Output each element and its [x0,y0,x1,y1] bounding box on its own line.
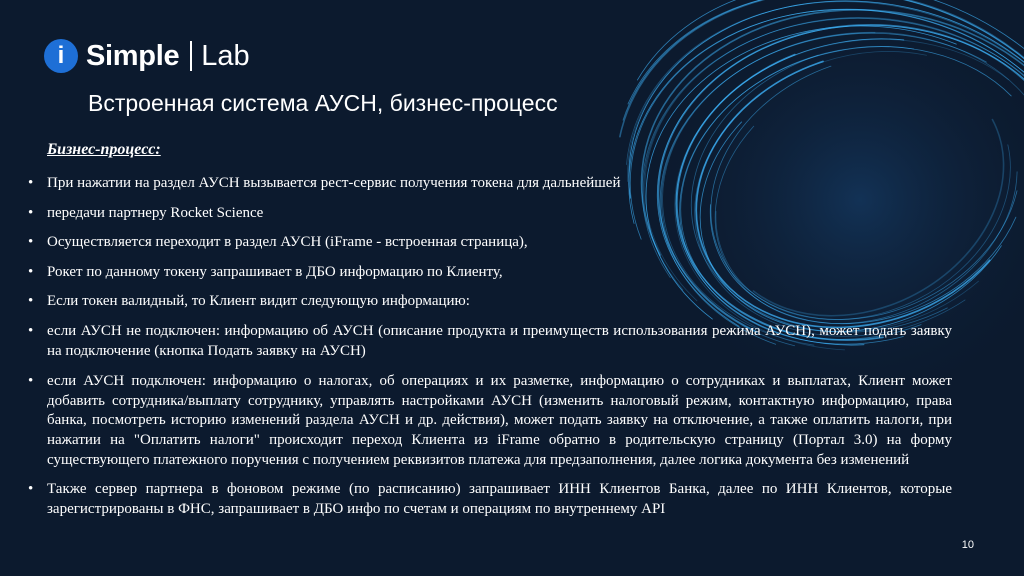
bullet-item: • передачи партнеру Rocket Science [28,204,952,224]
simple-lab-logo [44,36,250,76]
bullet-item: • Также сервер партнера в фоновом режиме (по расписанию) запрашивает ИНН Клиентов Банка, далее по ИНН Клиентов, которые зарегистрированы в ФНС, запрашивает в ДБО инфо по счетам и операциям по внутреннему API [28,480,952,519]
logo-divider [190,41,192,71]
bullet-item: • если АУСН подключен: информацию о налогах, об операциях и их разметке, информацию о сотрудниках и выплатах, Клиент может добавить сотрудника/выплату сотруднику, управлять настройками АУСН (изменить налоговый режим, контактную информацию, права банка, посмотреть историю изменений раздела АУСН и др. действия), может подать заявку на отключение, а также оплатить налоги, при нажатии на "Оплатить налоги" происходит переход Клиента из iFrame обратно в родительскую страницу (Портал 3.0) на форму существующего платежного поручения с получением реквизитов платежа для предзаполнения, далее логика документа без изменений [28,372,952,470]
logo-lab-text: Lab [201,39,250,72]
bullet-item: • если АУСН не подключен: информацию об АУСН (описание продукта и преимуществ использования режима АУСН), может подать заявку на подключение (кнопка Подать заявку на АУСН) [28,322,952,361]
subheading: Бизнес-процесс: [47,141,161,158]
logo-i-icon: i [44,39,78,73]
bullet-list [28,174,952,519]
bullet-item: • Если токен валидный, то Клиент видит следующую информацию: [28,292,952,312]
bullet-item: • Осуществляется переходит в раздел АУСН (iFrame - встроенная страница), [28,233,952,253]
page-number: 10 [961,539,974,551]
bullet-item: • Рокет по данному токену запрашивает в ДБО информацию по Клиенту, [28,263,952,283]
slide-title: Встроенная система АУСН, бизнес-процесс [88,90,558,116]
bullet-item: • При нажатии на раздел АУСН вызывается рест-сервис получения токена для дальнейшей [28,174,952,194]
logo-simple-text: Simple [86,39,180,72]
